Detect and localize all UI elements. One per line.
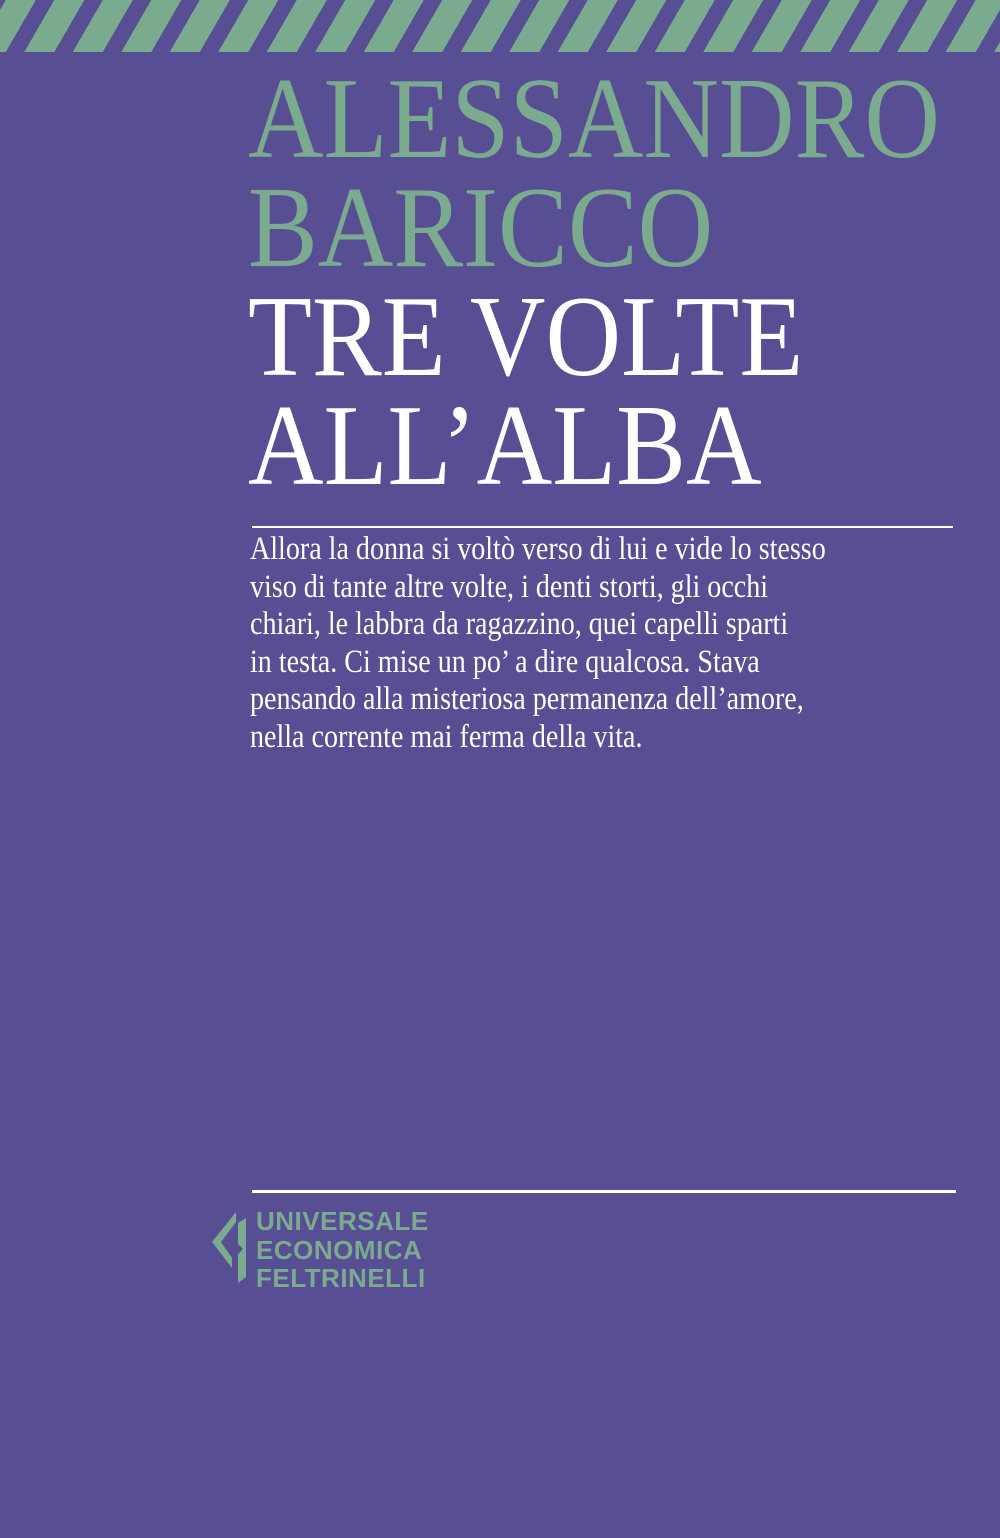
quote-line: nella corrente mai ferma della vita. bbox=[250, 718, 643, 755]
quote-line: chiari, le labbra da ragazzino, quei capelli sparti bbox=[250, 606, 789, 642]
divider-rule-above-quote bbox=[252, 526, 953, 528]
author-name-line-2: BARICCO bbox=[248, 164, 714, 291]
publisher-imprint-line-1: UNIVERSALE bbox=[256, 1206, 429, 1236]
headline-block bbox=[248, 55, 940, 509]
publisher-imprint-line-2: ECONOMICA bbox=[256, 1234, 423, 1265]
divider-rule-above-publisher bbox=[252, 1190, 956, 1193]
quote-line: in testa. Ci mise un po’ a dire qualcosa. Stava bbox=[250, 643, 760, 680]
book-title-line-1: TRE VOLTE bbox=[248, 273, 804, 400]
cover-quote bbox=[250, 531, 826, 756]
quote-line: pensando alla misteriosa permanenza dell’amore, bbox=[250, 681, 804, 717]
feltrinelli-logo-icon bbox=[212, 1212, 248, 1284]
author-name-line-1: ALESSANDRO bbox=[248, 55, 940, 182]
publisher-imprint-line-3: FELTRINELLI bbox=[256, 1263, 426, 1293]
quote-line: viso di tante altre volte, i denti storti, gli occhi bbox=[250, 568, 769, 605]
diagonal-stripe-band bbox=[0, 0, 1000, 52]
publisher-imprint bbox=[256, 1207, 429, 1293]
quote-line: Allora la donna si voltò verso di lui e vide lo stesso bbox=[250, 531, 826, 567]
book-title-line-2: ALL’ALBA bbox=[248, 382, 762, 509]
